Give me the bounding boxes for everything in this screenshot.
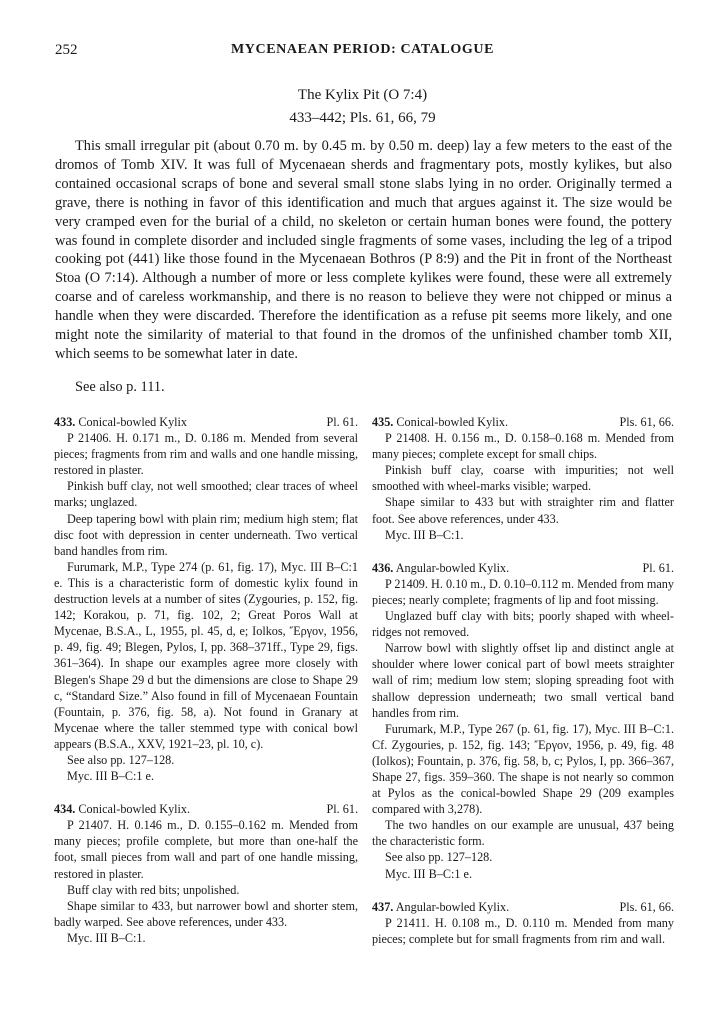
entry-number: 433. — [54, 415, 76, 429]
entry-paragraph: Myc. III B–C:1 e. — [385, 866, 472, 881]
entry-heading — [54, 801, 358, 817]
entry-paragraph: Myc. III B–C:1. — [67, 930, 146, 945]
entry-heading — [372, 899, 674, 915]
entry-paragraph: Myc. III B–C:1 e. — [67, 769, 154, 784]
entry-heading — [372, 414, 674, 430]
entry-paragraph: P 21407. H. 0.146 m., D. 0.155–0.162 m. Mended from many pieces; profile complete, but more than one-half the foot, small pieces from wall and part of one handle missing, restored in plaster. — [54, 818, 358, 881]
entry-paragraph: Unglazed buff clay with bits; poorly shaped with wheel-ridges not removed. — [372, 609, 674, 640]
entry-number: 436. — [372, 560, 394, 575]
running-title: MYCENAEAN PERIOD: CATALOGUE — [230, 42, 495, 57]
entry-paragraph: Furumark, M.P., Type 274 (p. 61, fig. 17), Myc. III B–C:1 e. This is a characteristic form of domestic kylix found in destruction levels at a number of sites (Zygouries, p. 152, fig. 142; Korakou, p. 71, fig. 102, 2; Great Poros Wall at Mycenae, B.S.A., L, 1955, pl. 45, d, e; Iolkos, Ἔργον, 1956, p. 49, fig. 49; Blegen, Pylos, I, pp. 368–371ff., Type 29, figs. 361–364). In shape our examples agree more closely with Blegen's Shape 29 d but the dimensions are close to Shape 29 c, “Standard Size.” Also found in fill of Mycenaean Fountain (Fountain, p. 376, fig. 58, a). Not found in Granary at Mycenae where the taller stemmed type with conical bowl appears (B.S.A., XXV, 1921–23, pl. 10, c). — [54, 559, 358, 751]
entry-paragraph: Pinkish buff clay, coarse with impurities; not well smoothed with wheel-marks visible; warped. — [372, 463, 674, 494]
entry-paragraph: Shape similar to 433 but with straighter rim and flatter foot. See above references, under 433. — [372, 495, 674, 526]
entry-number: 437. — [372, 899, 394, 914]
entry-number: 434. — [54, 802, 76, 817]
entry-plate: Pl. 61. — [326, 802, 358, 817]
entry-paragraph: Myc. III B–C:1. — [385, 527, 464, 542]
entry-plate: Pls. 61, 66. — [619, 415, 674, 429]
entry-paragraph: Shape similar to 433, but narrower bowl and shorter stem, badly warped. See above references, under 433. — [54, 898, 358, 929]
catalogue-entry-437 — [372, 899, 674, 947]
entry-paragraph: The two handles on our example are unusual, 437 being the characteristic form. — [372, 818, 674, 849]
entry-paragraph: P 21408. H. 0.156 m., D. 0.158–0.168 m. Mended from many pieces; complete except for small chips. — [372, 431, 674, 462]
entry-paragraph: Pinkish buff clay, not well smoothed; clear traces of wheel marks; unglazed. — [54, 479, 358, 510]
left-column — [54, 414, 358, 963]
entry-number: 435. — [372, 415, 394, 429]
entry-title: Conical-bowled Kylix. — [396, 415, 509, 429]
entry-paragraph: Furumark, M.P., Type 267 (p. 61, fig. 17), Myc. III B–C:1. Cf. Zygouries, p. 152, fig. 143; Ἔργον, 1956, p. 49, fig. 48 (Iolkos); Fountain, p. 376, fig. 58, b, c; Pylos, I, pp. 366–367, Shape 27, figs. 359–360. The shape is not nearly so common at Pylos as the conical-bowled Shape 29 (209 examples compared with 3,278). — [372, 721, 674, 817]
catalogue-entry-435 — [372, 414, 674, 543]
section-title: The Kylix Pit (O 7:4) — [297, 87, 428, 103]
entry-paragraph: Narrow bowl with slightly offset lip and distinct angle at shoulder where lower conical part of bowl meets straighter wall of rim; medium low stem; sloping spreading foot with shallow depression underneath; two small vertical band handles from rim. — [372, 641, 674, 720]
intro-see-also: See also p. 111. — [75, 379, 165, 395]
catalogue-entry-433 — [54, 414, 358, 784]
entry-title: Angular-bowled Kylix. — [395, 560, 510, 575]
entry-title: Conical-bowled Kylix. — [78, 802, 191, 817]
entry-paragraph: Buff clay with red bits; unpolished. — [67, 882, 240, 897]
entry-paragraph: P 21406. H. 0.171 m., D. 0.186 m. Mended from several pieces; fragments from rim and walls and one handle missing, restored in plaster. — [54, 431, 358, 478]
running-head — [55, 42, 670, 62]
entry-paragraph: P 21411. H. 0.108 m., D. 0.110 m. Mended from many pieces; complete but for small fragments from rim and wall. — [372, 915, 674, 946]
entry-heading — [372, 560, 674, 576]
entry-paragraph: Deep tapering bowl with plain rim; medium high stem; flat disc foot with depression in center underneath. Two vertical band handles from rim. — [54, 511, 358, 558]
entry-plate: Pl. 61. — [642, 560, 674, 575]
intro-paragraph: This small irregular pit (about 0.70 m. by 0.45 m. by 0.50 m. deep) lay a few meters to the east of the dromos of Tomb XIV. It was full of Mycenaean sherds and fragmentary pots, mostly kylikes, but also contained occasional scraps of bone and several small stone slabs lying in no order. Originally termed a grave, there is nothing in favor of this identification and much that argues against it. The size would be very cramped even for the burial of a child, no skeleton or certain human bones were found, the pottery was found in complete disorder and included single fragments of some vases, including the leg of a tripod cooking pot (441) like those found in the Mycenaean Bothros (P 8:9) and the Pit in front of the Northeast Stoa (O 7:14). Although a number of more or less complete kylikes were found, these were all extremely coarse and of careless workmanship, and there is no reason to believe they were not chipped or minus a handle when they were discarded. Therefore the identification as a refuse pit seems more likely, and one might note the similarity of material to that found in the dromos of the unfinished chamber tomb XII, which seems to be somewhat later in date. — [55, 138, 672, 362]
entry-title: Conical-bowled Kylix — [78, 415, 188, 429]
entry-plate: Pls. 61, 66. — [619, 899, 674, 914]
entry-paragraph: P 21409. H. 0.10 m., D. 0.10–0.112 m. Mended from many pieces; nearly complete; fragments of lip and foot missing. — [372, 576, 674, 607]
entry-heading — [54, 414, 358, 430]
entry-plate: Pl. 61. — [326, 415, 358, 429]
catalogue-entry-434 — [54, 801, 358, 946]
entry-title: Angular-bowled Kylix. — [395, 899, 510, 914]
right-column — [372, 414, 674, 964]
entry-paragraph: See also pp. 127–128. — [385, 850, 493, 865]
page-number: 252 — [55, 42, 78, 58]
catalogue-entry-436 — [372, 560, 674, 882]
section-subtitle: 433–442; Pls. 61, 66, 79 — [289, 110, 436, 126]
entry-paragraph: See also pp. 127–128. — [67, 752, 175, 767]
